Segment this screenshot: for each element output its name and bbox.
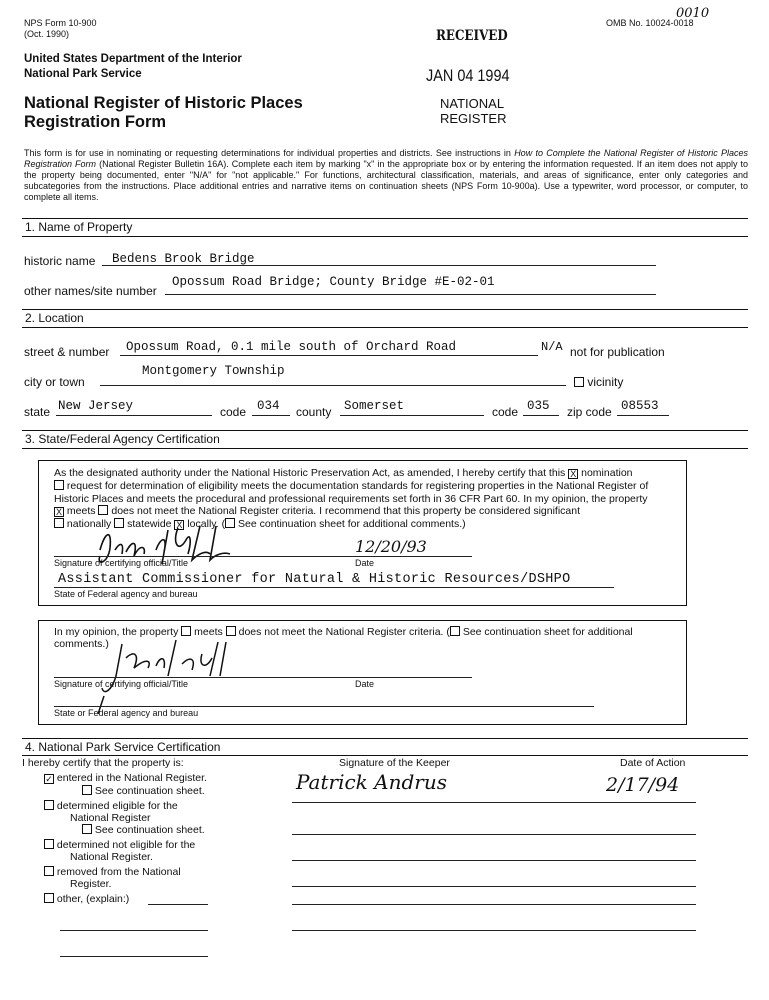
- vicinity-checkbox[interactable]: [574, 377, 584, 387]
- entered-continuation-checkbox[interactable]: [82, 785, 92, 795]
- other-explain-line2: [60, 930, 208, 931]
- certifying-title-value[interactable]: Assistant Commissioner for Natural & Historic Resources/DSHPO: [58, 572, 571, 587]
- county-line: [340, 415, 484, 416]
- signature-line: [54, 556, 472, 557]
- historic-name-line: [102, 265, 656, 266]
- keeper-line1: [292, 802, 696, 803]
- opinion-meets-checkbox[interactable]: [181, 626, 191, 636]
- section2-top-rule: [22, 309, 748, 310]
- section2-title: 2. Location: [25, 311, 84, 325]
- option-entered: ✓ entered in the National Register.: [45, 772, 207, 784]
- other-checkbox[interactable]: [44, 893, 54, 903]
- section1-title: 1. Name of Property: [25, 220, 133, 234]
- keeper-line4: [292, 886, 696, 887]
- stamp-register: REGISTER: [440, 111, 507, 126]
- section4-top-rule: [22, 738, 748, 739]
- other-names-label: other names/site number: [24, 284, 157, 298]
- form-title-line1: National Register of Historic Places: [24, 94, 303, 112]
- other-names-line: [165, 294, 656, 295]
- opinion-date-label: Date: [355, 679, 375, 689]
- section3-top-rule: [22, 430, 748, 431]
- keeper-signature: Patrick Andrus: [296, 770, 447, 794]
- section3-title: 3. State/Federal Agency Certification: [25, 432, 220, 446]
- opinion-line2: comments.): [54, 638, 109, 650]
- historic-name-value[interactable]: Bedens Brook Bridge: [112, 252, 255, 266]
- request-determination-checkbox[interactable]: [54, 480, 64, 490]
- na-value[interactable]: N/A: [541, 340, 563, 354]
- cert-line2: request for determination of eligibility meets the documentation standards for registering properties in the National Register of: [54, 480, 648, 493]
- opinion-agency-label: State or Federal agency and bureau: [54, 708, 199, 718]
- historic-name-label: historic name: [24, 254, 96, 268]
- removed-checkbox[interactable]: [44, 866, 54, 876]
- keeper-line6: [292, 930, 696, 931]
- stamp-national: NATIONAL: [440, 96, 505, 111]
- locally-checkbox[interactable]: X: [176, 520, 183, 530]
- cert-line3: Historic Places and meets the procedural and professional requirements set forth in 36 CFR Part 60. In my opinion, the property: [54, 493, 648, 505]
- omb-number: OMB No. 10024-0018: [606, 18, 694, 28]
- service-name: National Park Service: [24, 68, 142, 80]
- state-code-label: code: [220, 405, 247, 419]
- eligible-continuation-checkbox[interactable]: [82, 824, 92, 834]
- instructions-paragraph: This form is for use in nominating or requesting determinations for individual properties and districts. See instructions in How to Complete the National Register of Historic Places Registration Form (National Register Bulletin 16A). Complete each item by marking "x" in the appropriate box or by entering the information requested. If an item does not apply to the property being documented, enter "N/A" for "not applicable." For functions, architectural classification, materials, and areas of significance, enter only categories and subcategories from the instructions. Place additional entries and narrative items on continuation sheets (NPS Form 10-900a). Use a typewriter, word processor, or computer, to complete all items.: [24, 148, 749, 202]
- nomination-checkbox[interactable]: X: [570, 469, 577, 479]
- section4-title: 4. National Park Service Certification: [25, 740, 221, 754]
- street-label: street & number: [24, 345, 110, 359]
- cert-line5: nationally statewide X locally. ( See continuation sheet for additional comments.): [54, 518, 466, 531]
- entered-checkbox[interactable]: ✓: [45, 774, 53, 784]
- section2-bottom-rule: [22, 327, 748, 328]
- state-code-line: [252, 415, 290, 416]
- not-eligible-checkbox[interactable]: [44, 839, 54, 849]
- vicinity-field[interactable]: [574, 375, 623, 389]
- stamp-date: JAN 04 1994: [426, 66, 510, 85]
- keeper-line5: [292, 904, 696, 905]
- zip-line: [617, 415, 669, 416]
- option-removed: removed from the National: [44, 866, 181, 878]
- received-stamp: RECEIVED: [436, 28, 508, 44]
- county-value[interactable]: Somerset: [344, 399, 405, 413]
- street-line: [120, 355, 538, 356]
- state-value[interactable]: New Jersey: [58, 399, 134, 413]
- county-code-label: code: [492, 405, 519, 419]
- vicinity-label: vicinity: [587, 375, 624, 389]
- cert-date-value: 12/20/93: [355, 537, 427, 556]
- nps-certify-label: I hereby certify that the property is:: [22, 757, 184, 769]
- agency-label: State of Federal agency and bureau: [54, 589, 198, 599]
- opinion-signature: [90, 636, 260, 716]
- city-value[interactable]: Montgomery Township: [142, 364, 285, 378]
- meets-checkbox[interactable]: X: [55, 507, 62, 517]
- county-code-line: [523, 415, 559, 416]
- state-label: state: [24, 405, 51, 419]
- section1-top-rule: [22, 218, 748, 219]
- not-for-publication-label: not for publication: [570, 345, 665, 359]
- keeper-line3: [292, 860, 696, 861]
- opinion-signature-line: [54, 677, 472, 678]
- eligible-checkbox[interactable]: [44, 800, 54, 810]
- opinion-does-not-meet-checkbox[interactable]: [226, 626, 236, 636]
- form-number: NPS Form 10-900: [24, 18, 97, 28]
- street-value[interactable]: Opossum Road, 0.1 mile south of Orchard Road: [126, 340, 457, 354]
- signature-label: Signature of certifying official/Title: [54, 558, 189, 568]
- date-of-action-label: Date of Action: [620, 757, 686, 769]
- form-date: (Oct. 1990): [24, 29, 70, 39]
- option-other: other, (explain:): [44, 893, 129, 905]
- county-code-value[interactable]: 035: [527, 399, 550, 413]
- opinion-agency-line: [54, 706, 594, 707]
- does-not-meet-checkbox[interactable]: [98, 505, 108, 515]
- date-label: Date: [355, 558, 375, 568]
- state-line: [56, 415, 212, 416]
- cert-line4: X meets does not meet the National Register criteria. I recommend that this property be considered significant: [55, 505, 581, 517]
- county-label: county: [296, 405, 332, 419]
- option-not-eligible-line2: National Register.: [70, 851, 153, 863]
- option-entered-continuation: See continuation sheet.: [82, 785, 205, 797]
- opinion-signature-label: Signature of certifying official/Title: [54, 679, 189, 689]
- section4-bottom-rule: [22, 755, 748, 756]
- other-explain-line: [148, 904, 208, 905]
- state-code-value[interactable]: 034: [257, 399, 280, 413]
- corner-mark: 0010: [676, 6, 710, 21]
- keeper-line2: [292, 834, 696, 835]
- option-eligible-line2: National Register: [70, 812, 151, 824]
- opinion-line1: In my opinion, the property meets does not meet the National Register criteria. ( See continuation sheet for additional: [54, 626, 633, 638]
- opinion-continuation-checkbox[interactable]: [450, 626, 460, 636]
- option-eligible: determined eligible for the: [44, 800, 178, 812]
- date-of-action-value: 2/17/94: [606, 774, 680, 796]
- zip-value[interactable]: 08553: [621, 399, 659, 413]
- option-eligible-continuation: See continuation sheet.: [82, 824, 205, 836]
- cert-line1: As the designated authority under the National Historic Preservation Act, as amended, I hereby certify that this X nomination: [54, 467, 633, 479]
- city-line: [100, 385, 566, 386]
- agency-line: [54, 587, 614, 588]
- keeper-signature-label: Signature of the Keeper: [339, 757, 450, 769]
- city-label: city or town: [24, 375, 85, 389]
- department-name: United States Department of the Interior: [24, 53, 242, 65]
- section1-bottom-rule: [22, 236, 748, 237]
- zip-label: zip code: [567, 405, 612, 419]
- other-names-value[interactable]: Opossum Road Bridge; County Bridge #E-02-01: [172, 275, 495, 289]
- option-removed-line2: Register.: [70, 878, 112, 890]
- section3-bottom-rule: [22, 448, 748, 449]
- form-title-line2: Registration Form: [24, 113, 167, 131]
- option-not-eligible: determined not eligible for the: [44, 839, 195, 851]
- other-explain-line3: [60, 956, 208, 957]
